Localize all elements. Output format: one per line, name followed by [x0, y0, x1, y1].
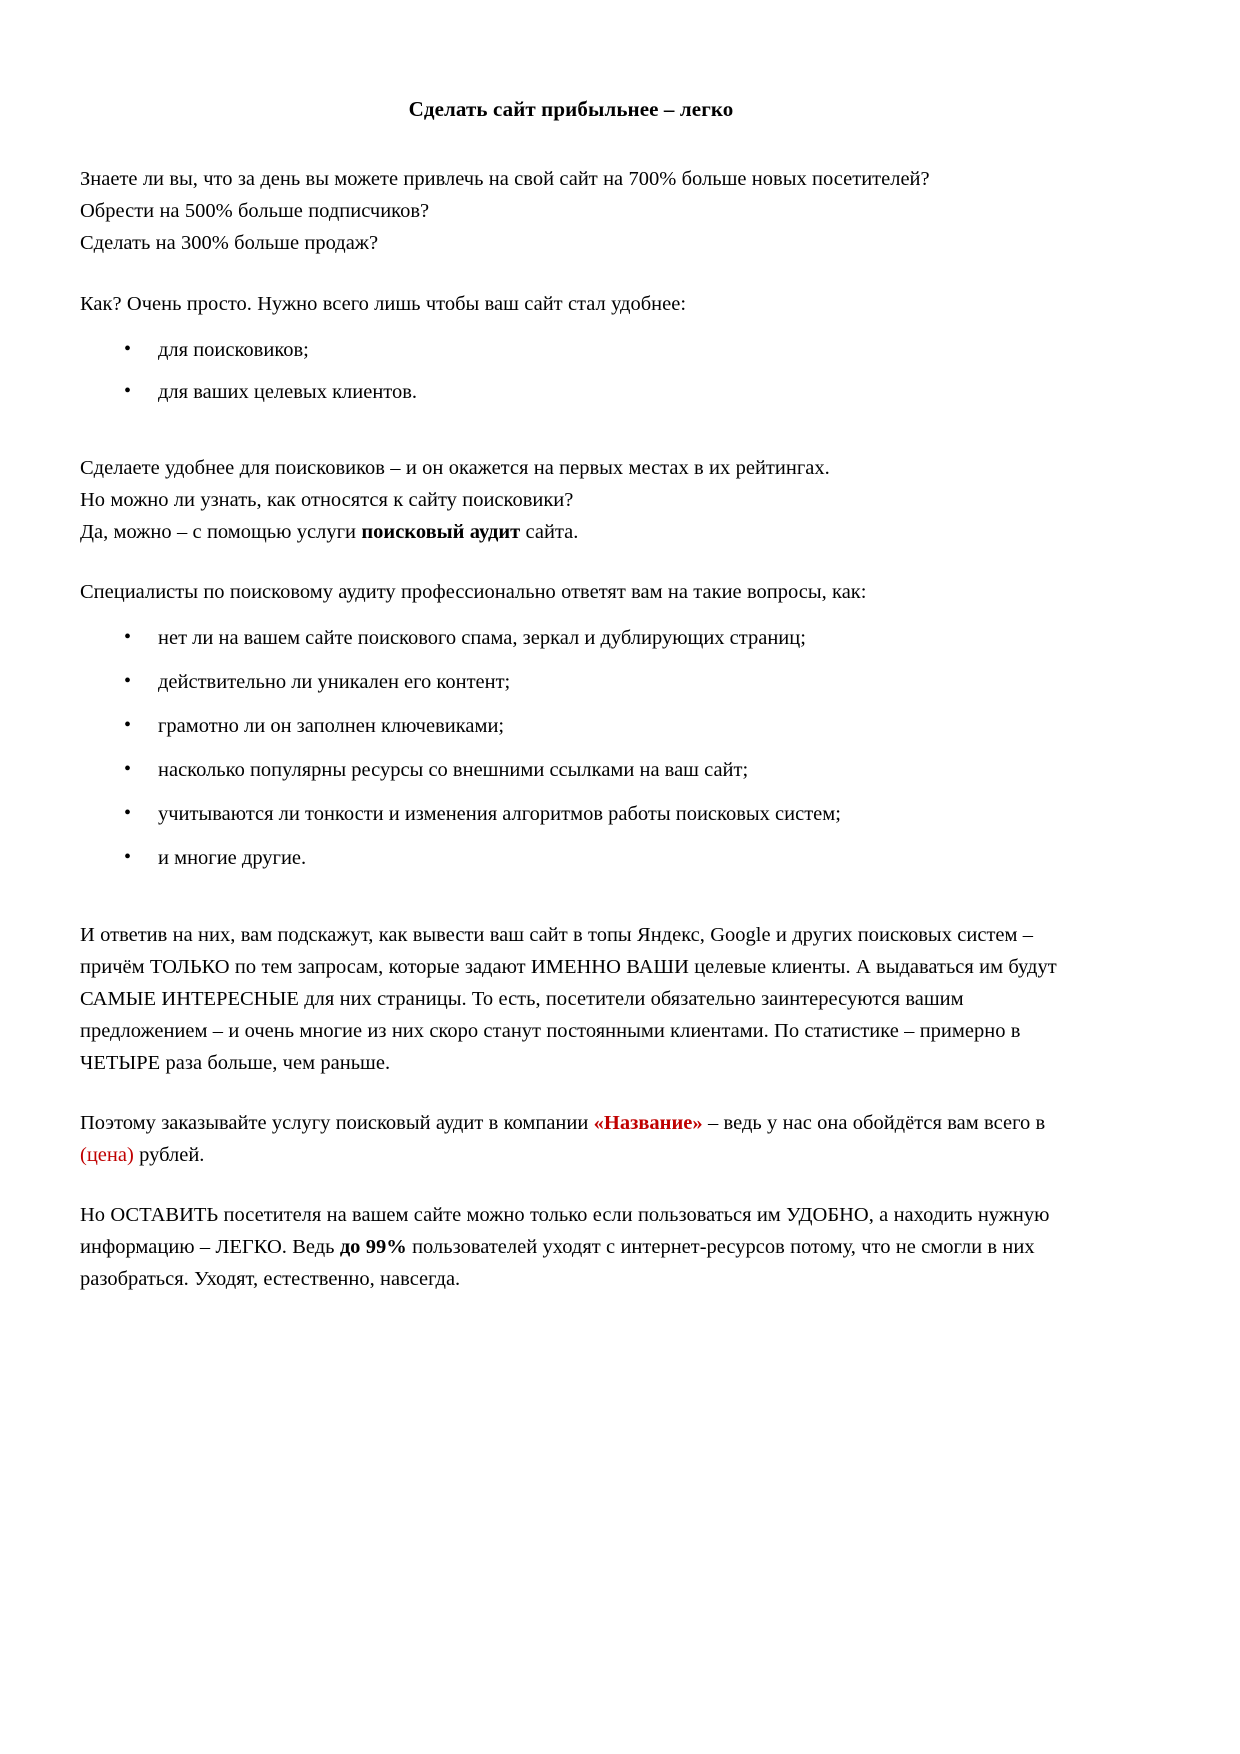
bullet-icon: •	[124, 337, 132, 360]
spacer	[80, 260, 1062, 288]
how-lead-text: Как? Очень просто. Нужно всего лишь чтобы ваш сайт стал удобнее:	[80, 292, 687, 315]
intro-line-3: Сделать на 300% больше продаж?	[80, 232, 379, 255]
list-item	[80, 334, 1062, 366]
list-item	[80, 842, 1062, 874]
spacer	[80, 1079, 1062, 1107]
benefits-paragraph: И ответив на них, вам подскажут, как вывести ваш сайт в топы Яндекс, Google и других поисковых систем – причём ТОЛЬКО по тем запросам, которые задают ИМЕННО ВАШИ целевые клиенты. А выдаваться им будут САМЫЕ ИНТЕРЕСНЫЕ для них страницы. То есть, посетители обязательно заинтересуются вашим предложением – и очень многие из них скоро станут постоянными клиентами. По статистике – примерно в ЧЕТЫРЕ раза больше, чем раньше.	[80, 923, 1057, 1074]
how-bullet-list	[80, 334, 1062, 408]
list-item-label: и многие другие.	[158, 847, 307, 870]
list-item	[80, 376, 1062, 408]
audit-service-name: поисковый аудит	[361, 520, 521, 543]
list-item-label: действительно ли уникален его контент;	[158, 671, 511, 694]
list-item	[80, 798, 1062, 830]
usability-paragraph	[80, 1199, 1062, 1295]
audit-line-2: Но можно ли узнать, как относятся к сайту поисковики?	[80, 488, 574, 511]
company-name-placeholder: «Название»	[593, 1111, 703, 1134]
list-item	[80, 754, 1062, 786]
order-middle: – ведь у нас она обойдётся вам всего в	[702, 1111, 1046, 1134]
bullet-icon: •	[124, 758, 132, 781]
list-item-label: нет ли на вашем сайте поискового спама, зеркал и дублирующих страниц;	[158, 627, 806, 650]
order-paragraph	[80, 1107, 1062, 1171]
spacer	[80, 875, 1062, 919]
list-item-label: насколько популярны ресурсы со внешними ссылками на ваш сайт;	[158, 759, 749, 782]
usability-suffix: пользователей уходят с интернет-ресурсов потому, что не смогли в них разобраться. Уходят, естественно, навсегда.	[80, 1236, 1035, 1291]
order-suffix: рублей.	[133, 1144, 205, 1167]
bullet-icon: •	[124, 626, 132, 649]
usability-prefix: Но ОСТАВИТЬ посетителя на вашем сайте можно только если пользоваться им УДОБНО, а находить нужную информацию – ЛЕГКО. Ведь	[80, 1204, 1050, 1259]
bullet-icon: •	[124, 802, 132, 825]
spacer	[80, 608, 1062, 622]
price-placeholder: (цена)	[80, 1144, 134, 1167]
bullet-icon: •	[124, 379, 132, 402]
bullet-icon: •	[124, 670, 132, 693]
list-item	[80, 666, 1062, 698]
order-prefix: Поэтому заказывайте услугу поисковый аудит в компании	[80, 1111, 594, 1134]
questions-bullet-list	[80, 622, 1062, 874]
usability-highlight: до 99%	[339, 1236, 407, 1259]
list-item	[80, 622, 1062, 654]
list-item-label: грамотно ли он заполнен ключевиками;	[158, 715, 505, 738]
intro-line-2: Обрести на 500% больше подписчиков?	[80, 200, 430, 223]
spacer	[80, 320, 1062, 334]
spacer	[80, 123, 1062, 163]
spacer	[80, 408, 1062, 452]
list-item-label: для поисковиков;	[158, 338, 309, 361]
bullet-icon: •	[124, 846, 132, 869]
spacer	[80, 548, 1062, 576]
audit-line-3-prefix: Да, можно – с помощью услуги	[80, 520, 362, 543]
intro-line-1: Знаете ли вы, что за день вы можете привлечь на свой сайт на 700% больше новых посетителей?	[80, 168, 930, 191]
audit-line-3-suffix: сайта.	[520, 520, 579, 543]
list-item	[80, 710, 1062, 742]
list-item-label: для ваших целевых клиентов.	[158, 380, 418, 403]
page-title: Сделать сайт прибыльнее – легко	[408, 97, 734, 121]
audit-line-3	[80, 516, 1062, 548]
bullet-icon: •	[124, 714, 132, 737]
list-item-label: учитываются ли тонкости и изменения алгоритмов работы поисковых систем;	[158, 803, 841, 826]
questions-lead-text: Специалисты по поисковому аудиту профессионально ответят вам на такие вопросы, как:	[80, 581, 867, 603]
spacer	[80, 1171, 1062, 1199]
audit-line-1: Сделаете удобнее для поисковиков – и он окажется на первых местах в их рейтингах.	[80, 456, 830, 479]
